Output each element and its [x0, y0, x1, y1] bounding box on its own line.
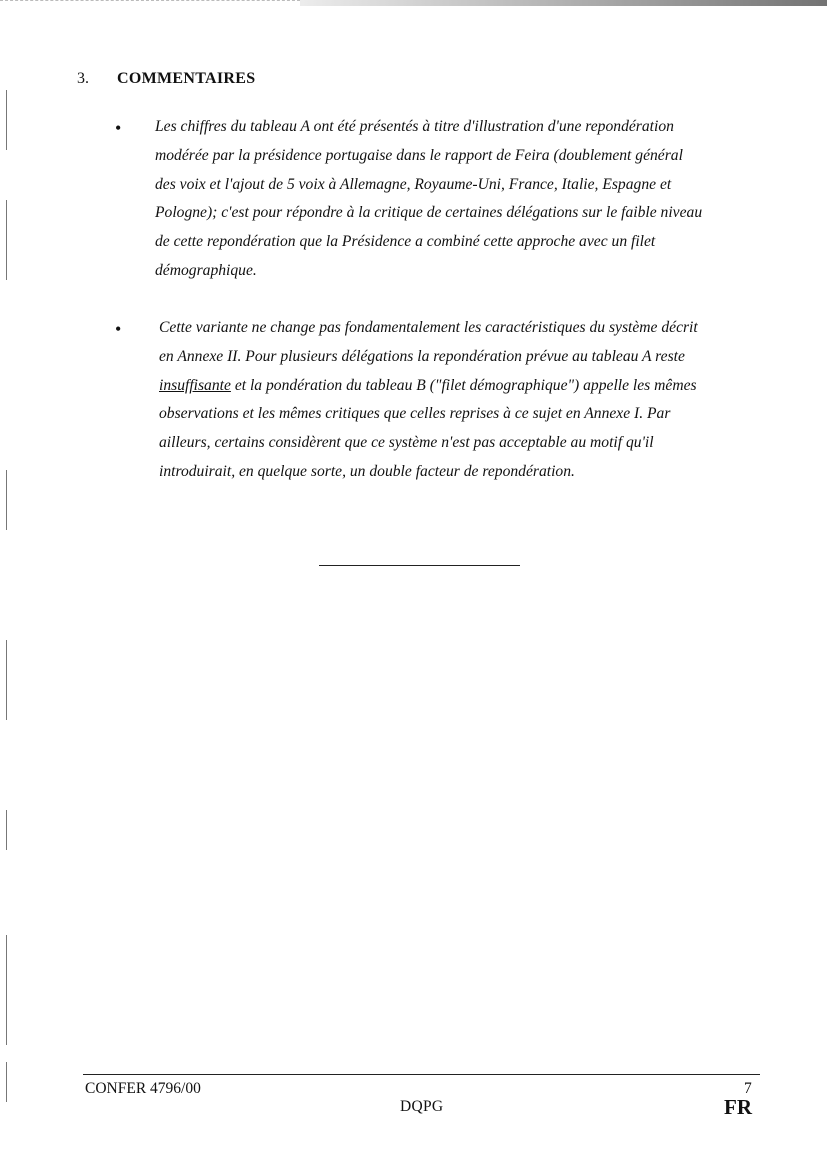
- end-separator-line: [319, 565, 520, 566]
- page-number: 7: [744, 1080, 752, 1097]
- scan-artifact-left-edge: [6, 810, 7, 850]
- scan-artifact-left-edge: [6, 470, 7, 530]
- underlined-word: insuffisante: [159, 376, 231, 394]
- paragraph-line: Pologne); c'est pour répondre à la critique de certaines délégations sur le faible niveau: [155, 204, 703, 222]
- scan-artifact-left-edge: [6, 935, 7, 1045]
- paragraph-line: ailleurs, certains considèrent que ce système n'est pas acceptable au motif qu'il: [159, 434, 654, 452]
- section-number: 3.: [77, 70, 89, 87]
- scan-artifact-left-edge: [6, 90, 7, 150]
- bullet-marker: •: [115, 319, 122, 339]
- paragraph-line: Les chiffres du tableau A ont été présentés à titre d'illustration d'une repondération: [155, 118, 674, 135]
- document-reference: CONFER 4796/00: [85, 1080, 201, 1097]
- paragraph-line: [159, 372, 759, 401]
- bullet-marker: •: [115, 118, 122, 138]
- paragraph-line: des voix et l'ajout de 5 voix à Allemagne, Royaume-Uni, France, Italie, Espagne et: [155, 175, 672, 193]
- paragraph-line: observations et les mêmes critiques que celles reprises à ce sujet en Annexe I. Par: [159, 405, 671, 423]
- footer-rule: [83, 1074, 760, 1075]
- scan-artifact-left-edge: [6, 200, 7, 280]
- comment-paragraph-1: [155, 113, 755, 286]
- paragraph-line: Cette variante ne change pas fondamentalement les caractéristiques du système décrit: [159, 319, 698, 336]
- language-code: FR: [724, 1095, 752, 1119]
- paragraph-line: en Annexe II. Pour plusieurs délégations la repondération prévue au tableau A reste: [159, 347, 685, 365]
- scan-artifact-left-edge: [6, 640, 7, 720]
- paragraph-line-rest: et la pondération du tableau B ("filet démographique") appelle les mêmes: [230, 376, 697, 394]
- scan-artifact-top-bar: [300, 0, 827, 6]
- paragraph-line: introduirait, en quelque sorte, un double facteur de repondération.: [159, 462, 575, 480]
- paragraph-line: modérée par la présidence portugaise dans le rapport de Feira (doublement général: [155, 146, 683, 164]
- section-title: COMMENTAIRES: [117, 70, 256, 87]
- department-code: DQPG: [400, 1098, 444, 1115]
- paragraph-line: de cette repondération que la Présidence a combiné cette approche avec un filet: [155, 233, 656, 251]
- paragraph-line: démographique.: [155, 261, 257, 279]
- scan-artifact-left-edge: [6, 1062, 7, 1102]
- scan-artifact-top-dashed: [0, 0, 300, 3]
- comment-paragraph-2: [159, 314, 759, 487]
